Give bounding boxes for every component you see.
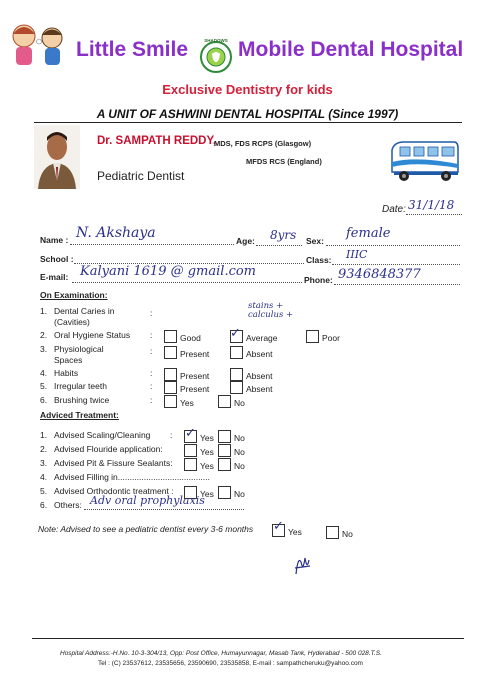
scaling-check-mark: ✓ bbox=[185, 426, 196, 441]
note-yes[interactable]: Yes bbox=[272, 524, 302, 537]
exam-item-1-label2: (Cavities) bbox=[54, 317, 90, 327]
checkbox-sealants-no[interactable] bbox=[218, 458, 231, 471]
exam-item-3-label: Physiological bbox=[54, 344, 104, 354]
exam-item-5-num: 5. bbox=[40, 381, 48, 391]
exam-item-1-colon: : bbox=[150, 308, 153, 318]
name-value: N. Akshaya bbox=[76, 225, 156, 241]
doctor-quals-2: MFDS RCS (England) bbox=[246, 157, 322, 166]
exam-heading: On Examination: bbox=[40, 290, 108, 300]
checkbox-habits-present[interactable] bbox=[164, 368, 177, 381]
fluoride-no[interactable]: No bbox=[218, 444, 245, 457]
exam-item-1-label: Dental Caries in bbox=[54, 306, 115, 316]
class-line bbox=[332, 264, 460, 265]
note-check-mark: ✓ bbox=[273, 519, 284, 534]
advised-item-1-label: Advised Scaling/Cleaning bbox=[54, 430, 151, 440]
exam-item-6-num: 6. bbox=[40, 395, 48, 405]
exam-item-6-colon: : bbox=[150, 395, 153, 405]
oral-hygiene-good[interactable]: Good bbox=[164, 330, 201, 343]
habits-absent[interactable]: Absent bbox=[230, 368, 272, 381]
exam-item-5-label: Irregular teeth bbox=[54, 381, 107, 391]
advised-item-3-label: Advised Pit & Fissure Sealants: bbox=[54, 458, 173, 468]
habits-present[interactable]: Present bbox=[164, 368, 209, 381]
spaces-present[interactable]: Present bbox=[164, 346, 209, 359]
checkbox-habits-absent[interactable] bbox=[230, 368, 243, 381]
ortho-no[interactable]: No bbox=[218, 486, 245, 499]
name-label: Name : bbox=[40, 235, 69, 245]
checkbox-brushing-yes[interactable] bbox=[164, 395, 177, 408]
email-label: E-mail: bbox=[40, 272, 69, 282]
checkbox-brushing-no[interactable] bbox=[218, 395, 231, 408]
ortho-yes[interactable]: Yes bbox=[184, 486, 214, 499]
phone-line bbox=[334, 284, 460, 285]
doctor-specialty: Pediatric Dentist bbox=[97, 169, 185, 183]
checkbox-scaling-no[interactable] bbox=[218, 430, 231, 443]
average-check-mark: ✓ bbox=[230, 326, 241, 341]
brushing-yes[interactable]: Yes bbox=[164, 395, 194, 408]
checkbox-spaces-present[interactable] bbox=[164, 346, 177, 359]
phone-label: Phone: bbox=[304, 275, 333, 285]
subtitle: Exclusive Dentistry for kids bbox=[162, 82, 333, 97]
header-divider bbox=[34, 122, 462, 123]
footer-address bbox=[60, 650, 382, 657]
phone-value: 9346848377 bbox=[338, 267, 421, 282]
advised-item-6-num: 6. bbox=[40, 500, 48, 510]
checkbox-fluoride-yes[interactable] bbox=[184, 444, 197, 457]
kids-logo bbox=[4, 20, 74, 72]
exam-item-5-colon: : bbox=[150, 381, 153, 391]
doctor-photo bbox=[34, 125, 80, 189]
footer-address-label: Hospital Address: bbox=[60, 650, 111, 657]
checkbox-note-no[interactable] bbox=[326, 526, 339, 539]
footer-divider bbox=[32, 638, 464, 639]
exam-item-2-colon: : bbox=[150, 330, 153, 340]
checkbox-ortho-no[interactable] bbox=[218, 486, 231, 499]
checkbox-poor[interactable] bbox=[306, 330, 319, 343]
advised-item-1-colon: : bbox=[170, 430, 173, 440]
others-value: Adv oral prophylaxis bbox=[90, 494, 205, 507]
age-label: Age: bbox=[236, 236, 255, 246]
oral-hygiene-poor[interactable]: Poor bbox=[306, 330, 340, 343]
exam-item-2-num: 2. bbox=[40, 330, 48, 340]
sex-value: female bbox=[346, 226, 391, 241]
exam-item-1-num: 1. bbox=[40, 306, 48, 316]
irregular-present[interactable]: Present bbox=[164, 381, 209, 394]
unit-line: A UNIT OF ASHWINI DENTAL HOSPITAL (Since 1997) bbox=[96, 107, 399, 121]
exam-item-3-label2: Spaces bbox=[54, 355, 83, 365]
footer-address-text: -H.No. 10-3-304/13, Opp: Post Office, Humayunnagar, Masab Tank, Hyderabad - 500 028.T.S. bbox=[110, 650, 382, 657]
advised-item-2-num: 2. bbox=[40, 444, 48, 454]
checkbox-fluoride-no[interactable] bbox=[218, 444, 231, 457]
date-line bbox=[406, 214, 462, 215]
center-logo bbox=[199, 40, 233, 74]
checkbox-good[interactable] bbox=[164, 330, 177, 343]
exam-item-2-label: Oral Hygiene Status bbox=[54, 330, 131, 340]
checkbox-sealants-yes[interactable] bbox=[184, 458, 197, 471]
advised-item-4-num: 4. bbox=[40, 472, 48, 482]
brushing-no[interactable]: No bbox=[218, 395, 245, 408]
scaling-no[interactable]: No bbox=[218, 430, 245, 443]
advised-item-6-label: Others: bbox=[54, 500, 82, 510]
irregular-absent[interactable]: Absent bbox=[230, 381, 272, 394]
fluoride-yes[interactable]: Yes bbox=[184, 444, 214, 457]
center-logo-text: SHADOWS bbox=[204, 38, 228, 43]
note-text: Note: Advised to see a pediatric dentist every 3-6 months bbox=[38, 524, 254, 534]
sex-label: Sex: bbox=[306, 236, 324, 246]
others-line bbox=[84, 509, 244, 510]
checkbox-irregular-absent[interactable] bbox=[230, 381, 243, 394]
age-line bbox=[256, 245, 302, 246]
hospital-title-right: Mobile Dental Hospital bbox=[238, 38, 464, 61]
checkbox-irregular-present[interactable] bbox=[164, 381, 177, 394]
exam-item-4-num: 4. bbox=[40, 368, 48, 378]
doctor-name: Dr. SAMPATH REDDY, bbox=[97, 135, 217, 147]
hospital-title-left: Little Smile bbox=[76, 38, 189, 61]
class-value: IIIC bbox=[346, 248, 368, 261]
note-no[interactable]: No bbox=[326, 526, 353, 539]
doctor-quals-1: MDS, FDS RCPS (Glasgow) bbox=[214, 139, 312, 148]
sealants-no[interactable]: No bbox=[218, 458, 245, 471]
exam-item-4-colon: : bbox=[150, 368, 153, 378]
email-line bbox=[72, 282, 302, 283]
advised-item-5-num: 5. bbox=[40, 486, 48, 496]
advised-item-2-label: Advised Flouride application: bbox=[54, 444, 163, 454]
school-label: School : bbox=[40, 254, 74, 264]
exam-item-3-colon: : bbox=[150, 346, 153, 356]
spaces-absent[interactable]: Absent bbox=[230, 346, 272, 359]
class-label: Class: bbox=[306, 255, 332, 265]
exam-item-3-num: 3. bbox=[40, 344, 48, 354]
advised-item-5-label: Advised Orthodontic treatment : bbox=[54, 486, 174, 496]
exam-item-4-label: Habits bbox=[54, 368, 79, 378]
scaling-yes[interactable]: Yes bbox=[184, 430, 214, 443]
doctor-signature bbox=[292, 552, 314, 578]
exam-item-6-label: Brushing twice bbox=[54, 395, 110, 405]
footer-contact: Tel : (C) 23537612, 23535656, 23590690, 23535858, E-mail : sampathcheruku@yahoo.com bbox=[98, 660, 363, 667]
advised-item-3-num: 3. bbox=[40, 458, 48, 468]
age-value: 8yrs bbox=[270, 228, 297, 242]
email-value: Kalyani 1619 @ gmail.com bbox=[80, 264, 257, 279]
sealants-yes[interactable]: Yes bbox=[184, 458, 214, 471]
exam-handwritten-note: stains + calculus + bbox=[248, 301, 294, 320]
advised-item-4-label: Advised Filling in....................................... bbox=[54, 472, 210, 482]
date-label: Date: bbox=[382, 204, 406, 215]
checkbox-spaces-absent[interactable] bbox=[230, 346, 243, 359]
mobile-bus-icon bbox=[386, 136, 462, 186]
name-line bbox=[70, 244, 234, 245]
oral-hygiene-average[interactable]: Average bbox=[230, 330, 278, 343]
sex-line bbox=[326, 245, 460, 246]
date-value: 31/1/18 bbox=[408, 198, 455, 212]
advised-item-1-num: 1. bbox=[40, 430, 48, 440]
advised-heading: Adviced Treatment: bbox=[40, 410, 119, 420]
